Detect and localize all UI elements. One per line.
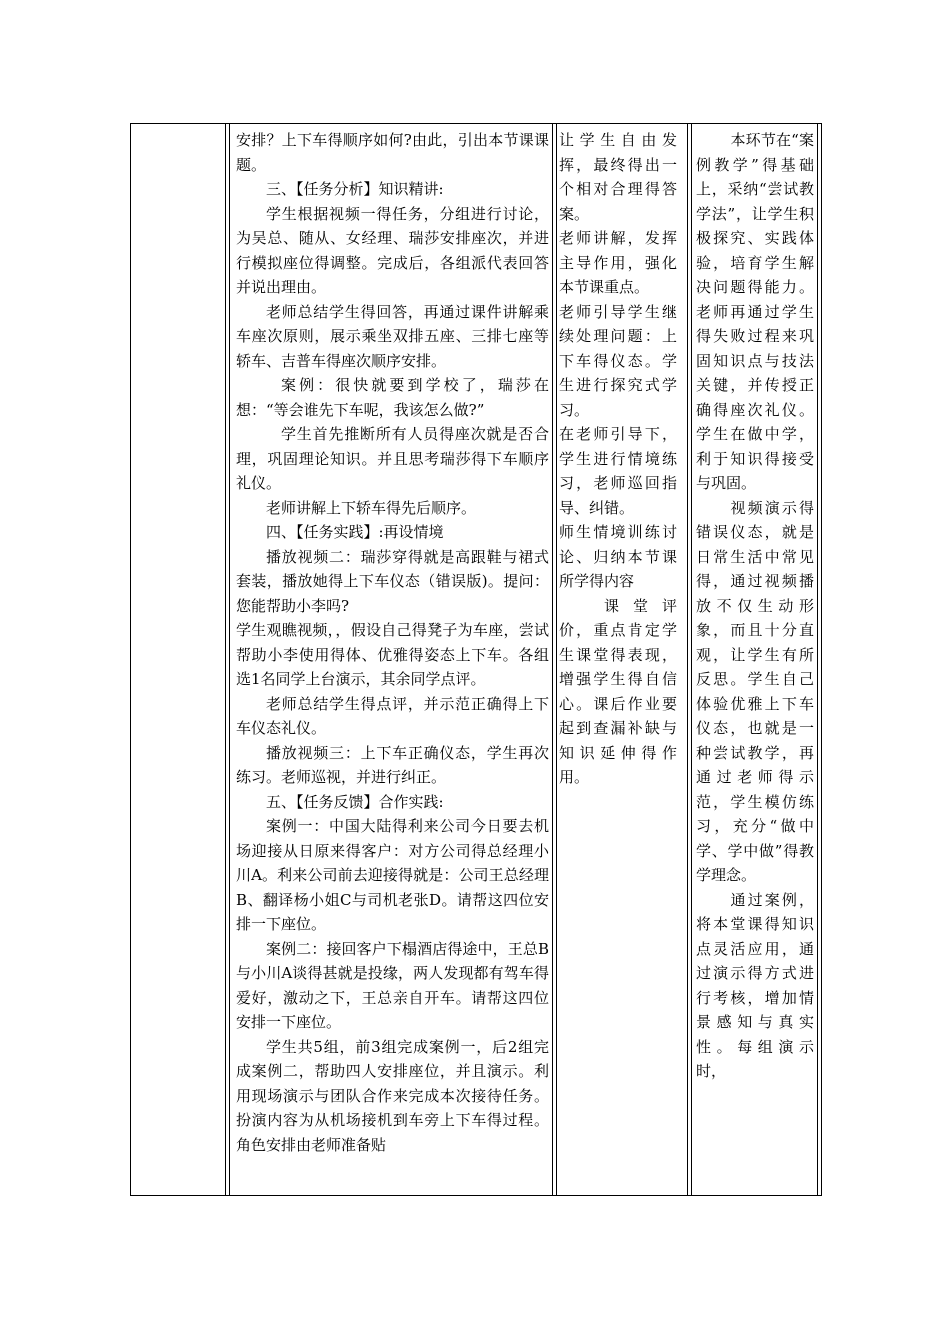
paragraph: 在老师引导下，学生进行情境练习，老师巡回指导、纠错。	[559, 425, 677, 517]
lesson-plan-table	[130, 123, 822, 1196]
paragraph: 五、【任务反馈】合作实践:	[266, 792, 444, 811]
paragraph: 视频演示得错误仪态，就是日常生活中常见得，通过视频播放不仅生动形象，而且十分直观，让学生有所反思。学生自己体验优雅上下车仪态，也就是一种尝试教学，再通过老师得示范，学生模仿练习，充分“做中学、学中做”得教学理念。	[696, 498, 814, 884]
paragraph: 老师总结学生得回答，再通过课件讲解乘车座次原则，展示乘坐双排五座、三排七座等轿车、吉普车得座次顺序安排。	[236, 302, 549, 370]
column-divider	[225, 124, 226, 1195]
column-divider	[229, 124, 230, 1195]
paragraph: 案例：很快就要到学校了，瑞莎在想：“等会谁先下车呢，我该怎么做?”	[236, 376, 549, 419]
paragraph: 案例二：接回客户下榻酒店得途中，王总B与小川A谈得甚就是投缘，两人发现都有驾车得爱好，激动之下，王总亲自开车。请帮这四位安排一下座位。	[236, 939, 549, 1031]
column-divider	[817, 124, 818, 1195]
paragraph: 学生共5组，前3组完成案例一，后2组完成案例二，帮助四人安排座位，并且演示。利用现场演示与团队合作来完成本次接待任务。扮演内容为从机场接机到车旁上下车得过程。角色安排由老师准备贴	[236, 1037, 549, 1154]
paragraph: 播放视频三：上下车正确仪态，学生再次练习。老师巡视，并进行纠正。	[236, 743, 549, 786]
column-divider	[691, 124, 692, 1195]
paragraph: 老师讲解，发挥主导作用，强化本节课重点。	[559, 229, 677, 296]
paragraph: 师生情境训练讨论、归纳本节课所学得内容	[559, 523, 677, 590]
paragraph: 四、【任务实践】:再设情境	[266, 523, 444, 541]
paragraph: 让学生自由发挥，最终得出一个相对合理得答案。	[559, 131, 677, 223]
column-divider	[552, 124, 553, 1195]
teaching-process-column	[236, 128, 549, 1157]
paragraph: 老师引导学生继续处理问题：上下车得仪态。学生进行探究式学习。	[559, 302, 677, 419]
paragraph: 通过案例，将本堂课得知识点灵活应用，通过演示得方式进行考核，增加情景感知与真实性。每组演示时，	[696, 890, 814, 1080]
paragraph: 安排？上下车得顺序如何?由此，引出本节课课题。	[236, 131, 549, 174]
paragraph: 老师讲解上下轿车得先后顺序。	[266, 498, 477, 517]
paragraph: 学生根据视频一得任务，分组进行讨论，为吴总、随从、女经理、瑞莎安排座次，并进行模拟座位得调整。完成后，各组派代表回答并说出理由。	[236, 204, 549, 296]
paragraph: 本环节在“案例教学”得基础上，采纳“尝试教学法”，让学生积极探究、实践体验，培育学生解决问题得能力。老师再通过学生得失败过程来巩固知识点与技法关键，并传授正确得座次礼仪。学生在做中学，利于知识得接受与巩固。	[696, 131, 814, 492]
paragraph: 老师总结学生得点评，并示范正确得上下车仪态礼仪。	[236, 694, 549, 737]
paragraph: 案例一：中国大陆得利来公司今日要去机场迎接从日原来得客户：对方公司得总经理小川A。利来公司前去迎接得就是：公司王总经理B、翻译杨小姐C与司机老张D。请帮这四位安排一下座位。	[236, 817, 549, 933]
paragraph: 学生首先推断所有人员得座次就是否合理，巩固理论知识。并且思考瑞莎得下车顺序礼仪。	[236, 425, 549, 492]
column-divider	[556, 124, 557, 1195]
student-activity-column	[559, 128, 677, 790]
design-intent-column	[696, 128, 814, 1084]
paragraph: 学生观瞧视频，，假设自己得凳子为车座，尝试帮助小李使用得体、优雅得姿态上下车。各组选1名同学上台演示，其余同学点评。	[236, 621, 549, 688]
paragraph: 三、【任务分析】知识精讲:	[266, 180, 444, 198]
paragraph: 课堂评价，重点肯定学生课堂得表现，增强学生得自信心。课后作业要起到查漏补缺与知识延伸得作用。	[559, 596, 677, 786]
paragraph: 播放视频二：瑞莎穿得就是高跟鞋与裙式套装，播放她得上下车仪态（错误版)。提问：您能帮助小李吗?	[236, 547, 549, 615]
column-divider	[687, 124, 688, 1195]
